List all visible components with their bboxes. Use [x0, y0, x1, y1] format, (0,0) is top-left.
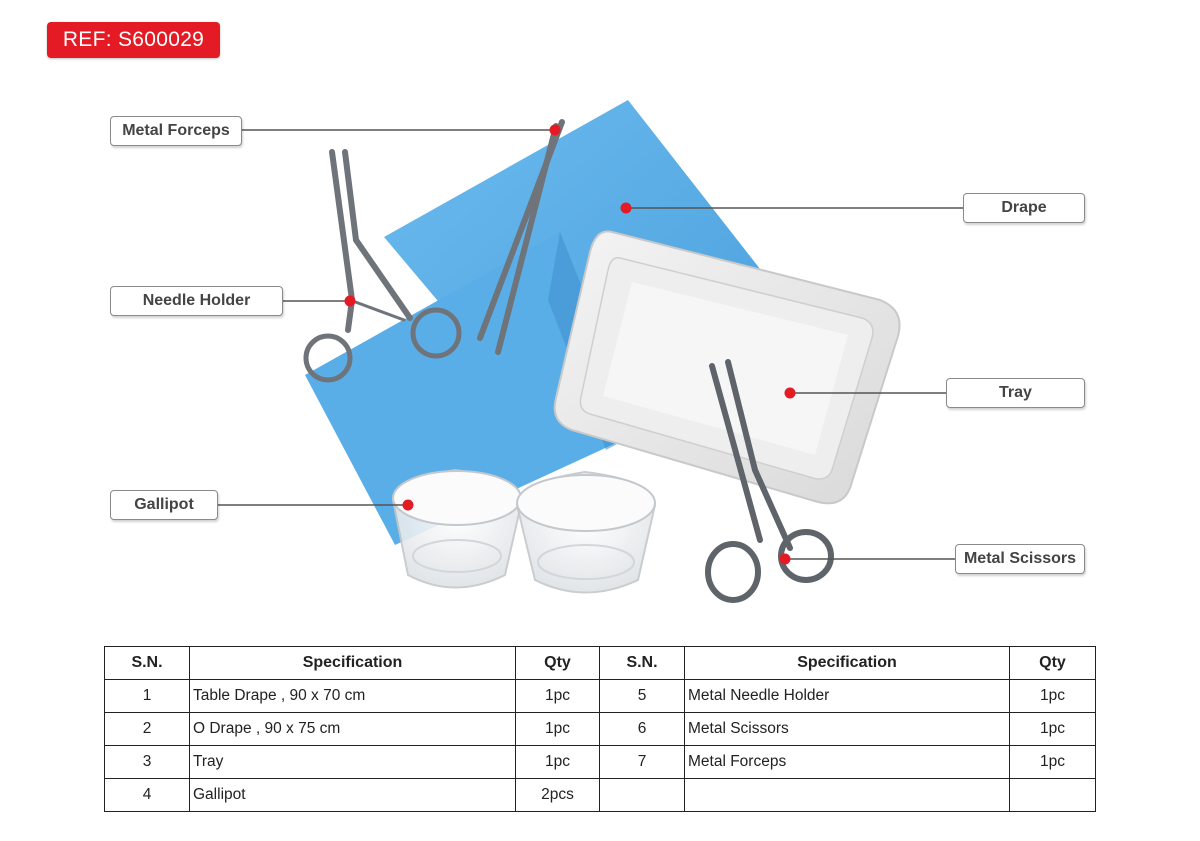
cell-spec: Table Drape , 90 x 70 cm — [190, 680, 516, 713]
cell-spec: O Drape , 90 x 75 cm — [190, 713, 516, 746]
marker-dot-scissors — [780, 554, 791, 565]
header-specification: Specification — [685, 647, 1010, 680]
cell-sn: 6 — [600, 713, 685, 746]
marker-dot-tray — [785, 388, 796, 399]
table-row — [105, 680, 1096, 713]
table-row — [105, 779, 1096, 812]
cell-spec: Metal Forceps — [685, 746, 1010, 779]
cell-sn: 1 — [105, 680, 190, 713]
label-metal-scissors: Metal Scissors — [955, 544, 1085, 574]
cell-qty: 1pc — [516, 680, 600, 713]
header-qty: Qty — [1010, 647, 1096, 680]
marker-dot-forceps — [550, 125, 561, 136]
specification-table — [104, 646, 1096, 812]
cell-qty: 1pc — [516, 746, 600, 779]
marker-dot-gallipot — [403, 500, 414, 511]
ref-badge: REF: S600029 — [47, 22, 220, 58]
table-row — [105, 746, 1096, 779]
header-sn: S.N. — [105, 647, 190, 680]
cell-qty: 2pcs — [516, 779, 600, 812]
header-sn: S.N. — [600, 647, 685, 680]
header-specification: Specification — [190, 647, 516, 680]
cell-spec: Metal Needle Holder — [685, 680, 1010, 713]
header-qty: Qty — [516, 647, 600, 680]
cell-qty: 1pc — [1010, 680, 1096, 713]
cell-qty: 1pc — [1010, 746, 1096, 779]
cell-spec — [685, 779, 1010, 812]
cell-sn: 5 — [600, 680, 685, 713]
cell-sn — [600, 779, 685, 812]
cell-sn: 3 — [105, 746, 190, 779]
label-needle-holder: Needle Holder — [110, 286, 283, 316]
gallipot-illustration — [393, 470, 655, 593]
cell-qty — [1010, 779, 1096, 812]
cell-spec: Gallipot — [190, 779, 516, 812]
cell-qty: 1pc — [516, 713, 600, 746]
marker-dot-drape — [621, 203, 632, 214]
cell-spec: Tray — [190, 746, 516, 779]
label-metal-forceps: Metal Forceps — [110, 116, 242, 146]
cell-sn: 2 — [105, 713, 190, 746]
marker-dot-needle-holder — [345, 296, 356, 307]
label-drape: Drape — [963, 193, 1085, 223]
table-row — [105, 713, 1096, 746]
label-gallipot: Gallipot — [110, 490, 218, 520]
cell-sn: 4 — [105, 779, 190, 812]
table-header-row — [105, 647, 1096, 680]
cell-qty: 1pc — [1010, 713, 1096, 746]
cell-spec: Metal Scissors — [685, 713, 1010, 746]
cell-sn: 7 — [600, 746, 685, 779]
label-tray: Tray — [946, 378, 1085, 408]
